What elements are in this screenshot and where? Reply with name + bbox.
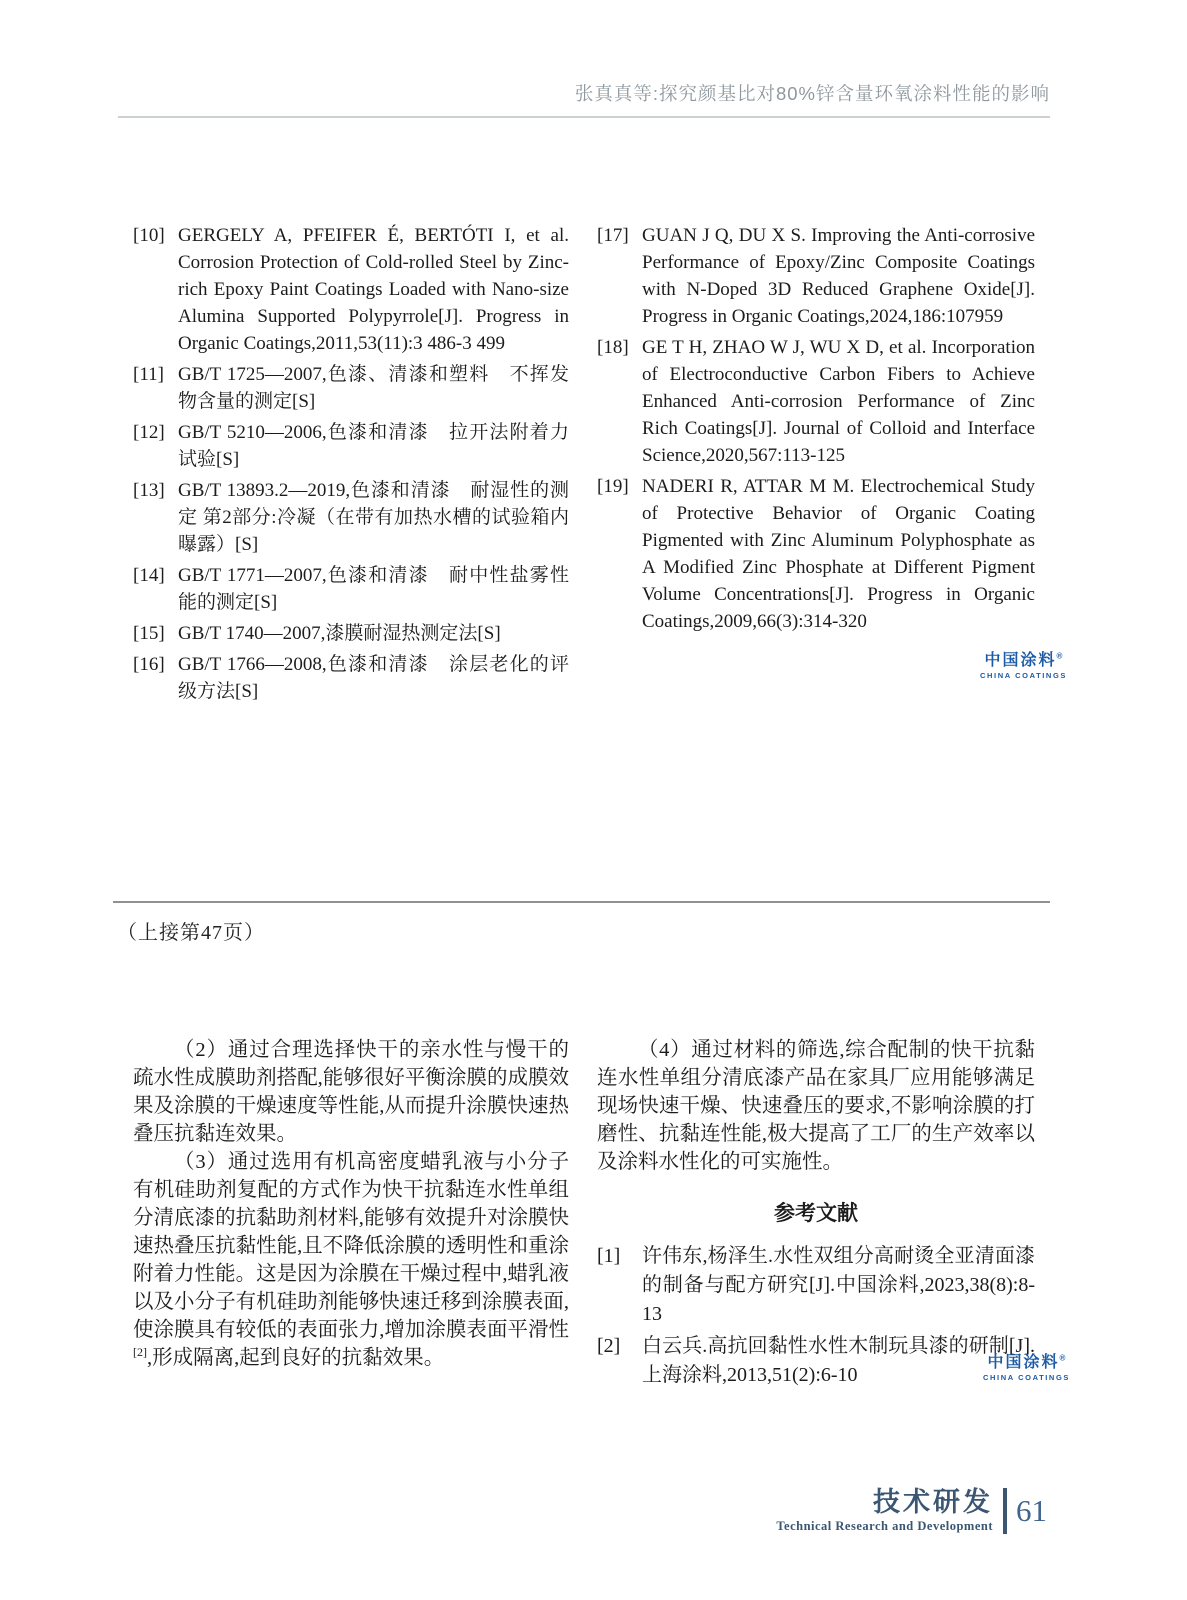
logo-trademark: ® [1056,651,1063,661]
reference-item [597,222,1035,330]
ref-text: GB/T 1766—2008,色漆和清漆 涂层老化的评级方法[S] [178,654,569,702]
citation-superscript: [2] [133,1345,147,1360]
ref-text: GB/T 1771—2007,色漆和清漆 耐中性盐雾性能的测定[S] [178,565,569,613]
references-heading: 参考文献 [774,1202,858,1225]
ref-text: GB/T 5210—2006,色漆和清漆 拉开法附着力试验[S] [178,422,569,470]
ref-text: GB/T 1725—2007,色漆、清漆和塑料 不挥发物含量的测定[S] [178,364,569,412]
ref-number: [18] [597,337,629,358]
ref-number: [17] [597,225,629,246]
ref-number: [14] [133,565,165,586]
logo-cn-text: 中国涂料® [984,651,1063,669]
footer-section-titles [776,1488,993,1533]
ref-number: [11] [133,364,164,385]
logo-en-text: CHINA COATINGS [980,670,1067,680]
ref-text: GERGELY A, PFEIFER É, BERTÓTI I, et al. Corrosion Protection of Cold-rolled Steel by Zinc-rich Epoxy Paint Coatings Loaded with Nano-size Alumina Supported Polypyrrole[J]. Progress in Organic Coatings,2011,53(11):3 486-3 499 [178,225,569,354]
continuation-note: （上接第47页） [117,922,265,944]
reference-item [133,651,569,705]
reference-item [133,222,569,357]
ref-number: [1] [597,1245,621,1267]
body-column-left [133,1036,569,1372]
ref-number: [15] [133,623,165,644]
reference-item [133,419,569,473]
paragraph-3-text-end: ,形成隔离,起到良好的抗黏效果。 [147,1347,445,1369]
ref-text: GE T H, ZHAO W J, WU X D, et al. Incorporation of Electroconductive Carbon Fibers to Achieve Enhanced Anti-corrosion Performance of Zinc Rich Coatings[J]. Journal of Colloid and Interface Science,2020,567:113-125 [642,337,1035,466]
reference-item [133,361,569,415]
page-footer [776,1488,1047,1534]
paragraph-3-text: （3）通过选用有机高密度蜡乳液与小分子有机硅助剂复配的方式作为快干抗黏连水性单组分清底漆的抗黏助剂材料,能够有效提升对涂膜快速热叠压抗黏性能,且不降低涂膜的透明性和重涂附着力性能。这是因为涂膜在干燥过程中,蜡乳液以及小分子有机硅助剂能够快速迁移到涂膜表面,使涂膜具有较低的表面张力,增加涂膜表面平滑性 [133,1151,569,1341]
references-column-right [597,222,1035,639]
ref-text: GB/T 13893.2—2019,色漆和清漆 耐湿性的测定 第2部分:冷凝（在带有加热水槽的试验箱内曝露）[S] [178,480,569,555]
ref-text: 白云兵.高抗回黏性水性木制玩具漆的研制[J].上海涂料,2013,51(2):6-10 [642,1335,1035,1386]
ref-text: NADERI R, ATTAR M M. Electrochemical Study of Protective Behavior of Organic Coating Pigmented with Zinc Aluminum Polyphosphate as A Modified Zinc Phosphate at Different Pigment Volume Concentrations[J]. Progress in Organic Coatings,2009,66(3):314-320 [642,476,1035,632]
section-divider-rule [113,901,1050,903]
reference-item [133,477,569,558]
ref-number: [19] [597,476,629,497]
china-coatings-logo [980,652,1067,680]
reference-item [133,562,569,616]
reference-item [597,1242,1035,1329]
bottom-references [597,1242,1035,1390]
footer-section-subtitle: Technical Research and Development [776,1518,993,1533]
reference-item [597,473,1035,635]
ref-number: [10] [133,225,165,246]
ref-text: 许伟东,杨泽生.水性双组分高耐烫全亚清面漆的制备与配方研究[J].中国涂料,2023,38(8):8-13 [642,1245,1035,1325]
logo-trademark: ® [1059,1353,1066,1363]
ref-text: GB/T 1740—2007,漆膜耐湿热测定法[S] [178,623,501,644]
ref-number: [12] [133,422,165,443]
references-column-left [133,222,569,709]
reference-item [597,1332,1035,1390]
body-column-right [597,1036,1035,1393]
china-coatings-logo [983,1354,1070,1382]
ref-number: [16] [133,654,165,675]
running-header [118,80,1050,118]
ref-number: [2] [597,1335,621,1357]
footer-section-title: 技术研发 [873,1487,993,1518]
logo-cn-text: 中国涂料® [987,1353,1066,1371]
ref-number: [13] [133,480,165,501]
ref-text: GUAN J Q, DU X S. Improving the Anti-corrosive Performance of Epoxy/Zinc Composite Coatings with N-Doped 3D Reduced Graphene Oxide[J]. Progress in Organic Coatings,2024,186:107959 [642,225,1035,327]
running-title: 张真真等:探究颜基比对80%锌含量环氧涂料性能的影响 [574,83,1050,104]
footer-divider-bar [1003,1488,1007,1534]
paragraph-3 [133,1148,569,1372]
reference-item [597,334,1035,469]
paragraph-2: （2）通过合理选择快干的亲水性与慢干的疏水性成膜助剂搭配,能够很好平衡涂膜的成膜效果及涂膜的干燥速度等性能,从而提升涂膜快速热叠压抗黏连效果。 [133,1039,569,1145]
paragraph-4: （4）通过材料的筛选,综合配制的快干抗黏连水性单组分清底漆产品在家具厂应用能够满足现场快速干燥、快速叠压的要求,不影响涂膜的打磨性、抗黏连性能,极大提高了工厂的生产效率以及涂料水性化的可实施性。 [597,1039,1035,1173]
page-number: 61 [1016,1493,1047,1528]
reference-item [133,620,569,647]
logo-en-text: CHINA COATINGS [983,1372,1070,1382]
